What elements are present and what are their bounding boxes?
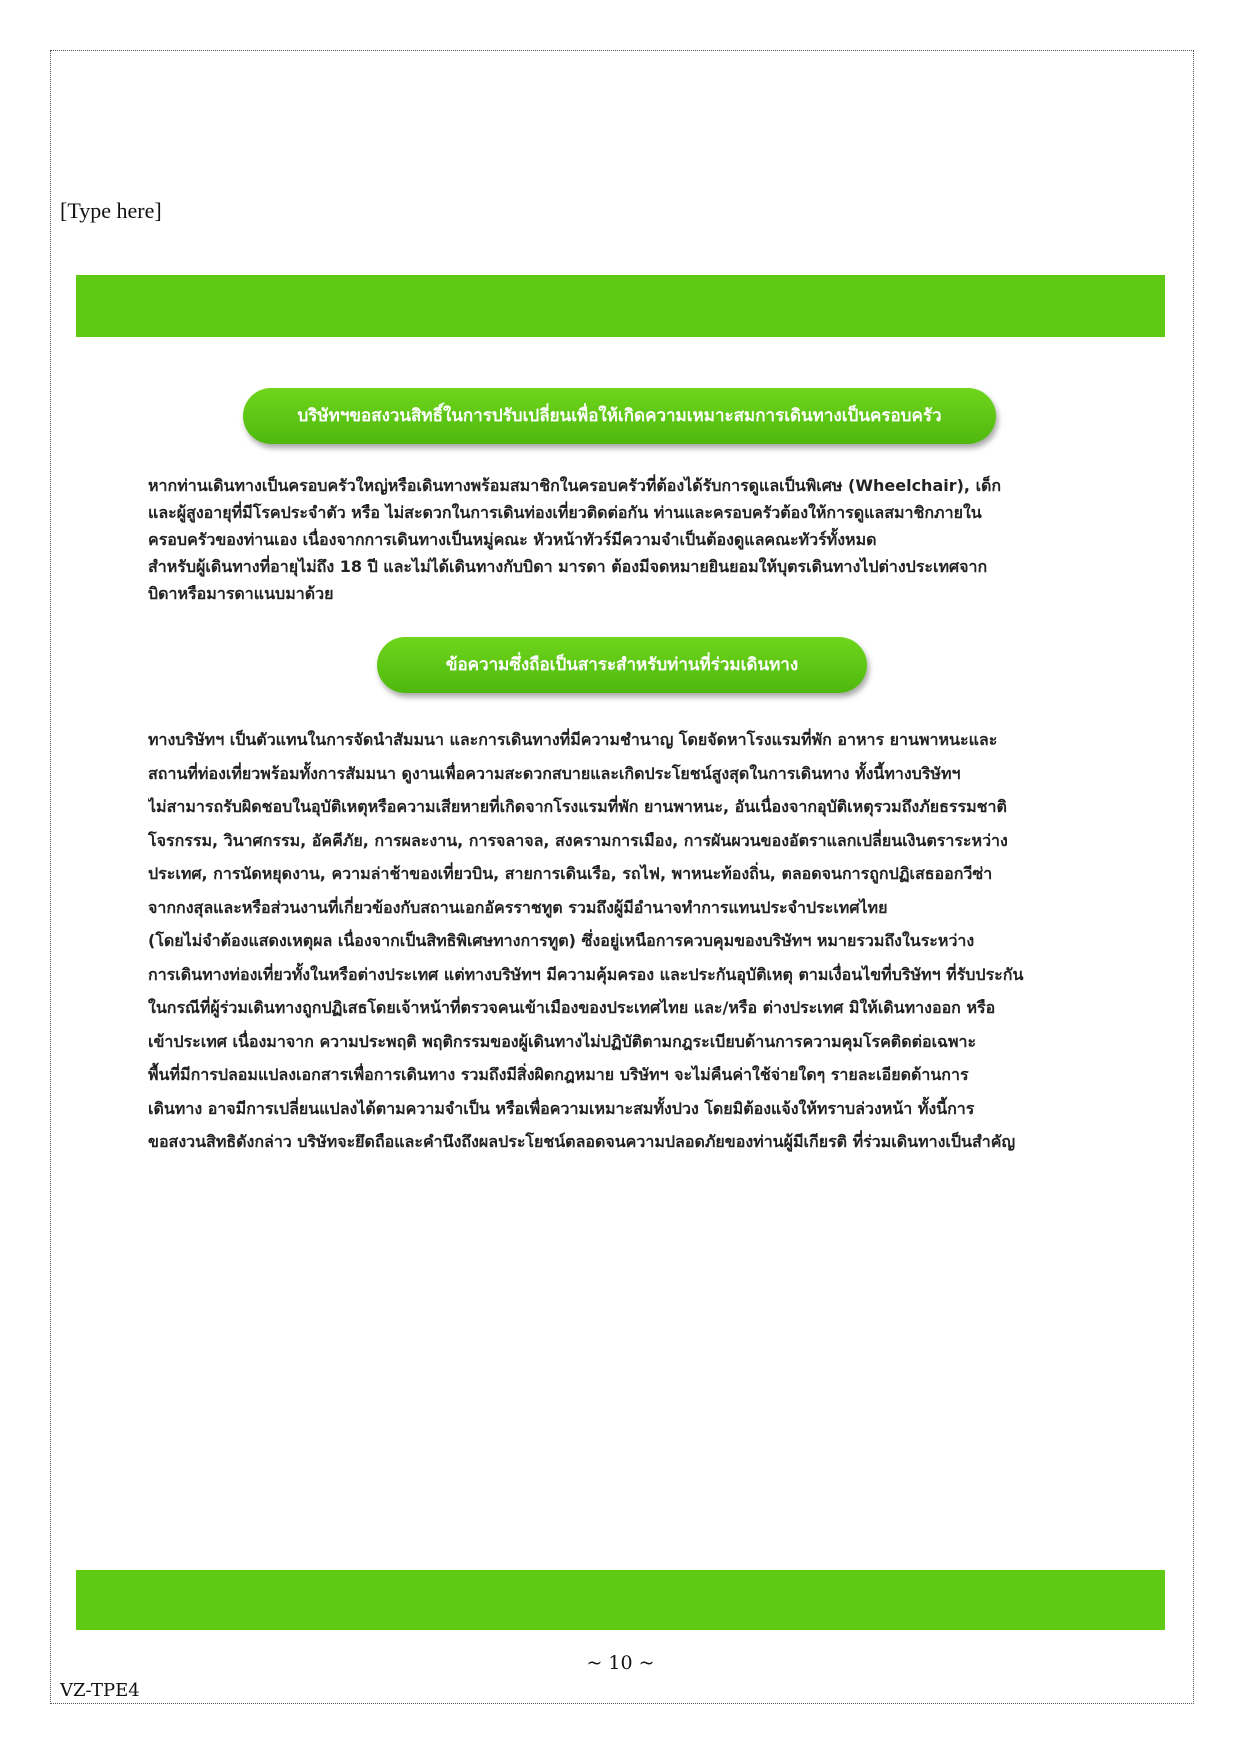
paragraph-line: ขอสงวนสิทธิดังกล่าว บริษัทจะยึดถือและคำนึงถึงผลประโยชน์ตลอดจนความปลอดภัยของท่านผู้มีเกียรติ ที่ร่วมเดินทางเป็นสำคัญ [148, 1132, 1016, 1151]
header-placeholder[interactable]: [Type here] [60, 198, 162, 223]
section-heading-important-notice: ข้อความซึ่งถือเป็นสาระสำหรับท่านที่ร่วมเดินทาง [377, 637, 867, 693]
paragraph-line: การเดินทางท่องเที่ยวทั้งในหรือต่างประเทศ แต่ทางบริษัทฯ มีความคุ้มครอง และประกันอุบัติเหตุ ตามเงื่อนไขที่บริษัทฯ ที่รับประกัน [148, 964, 1024, 984]
paragraph-line: เดินทาง อาจมีการเปลี่ยนแปลงได้ตามความจำเป็น หรือเพื่อความเหมาะสมทั้งปวง โดยมิต้องแจ้งให้ทราบล่วงหน้า ทั้งนี้การ [148, 1098, 975, 1118]
paragraph-line: ในกรณีที่ผู้ร่วมเดินทางถูกปฏิเสธโดยเจ้าหน้าที่ตรวจคนเข้าเมืองของประเทศไทย และ/หรือ ต่างประเทศ มิให้เดินทางออก หรือ [148, 998, 996, 1017]
paragraph-line: จากกงสุลและหรือส่วนงานที่เกี่ยวข้องกับสถานเอกอัครราชทูต รวมถึงผู้มีอำนาจทำการแทนประจำประเทศไทย [148, 897, 888, 917]
paragraph-line: ทางบริษัทฯ เป็นตัวแทนในการจัดนำสัมมนา และการเดินทางที่มีความชำนาญ โดยจัดหาโรงแรมที่พัก อาหาร ยานพาหนะและ [148, 730, 998, 749]
document-code: VZ-TPE4 [60, 1680, 140, 1701]
page-number: ~ 10 ~ [586, 1652, 655, 1674]
section-heading-rights-reserved: บริษัทฯขอสงวนสิทธิ์ในการปรับเปลี่ยนเพื่อให้เกิดความเหมาะสมการเดินทางเป็นครอบครัว [243, 388, 996, 444]
paragraph-line: เข้าประเทศ เนื่องมาจาก ความประพฤติ พฤติกรรมของผู้เดินทางไม่ปฏิบัติตามกฎระเบียบด้านการความคุมโรคติดต่อเฉพาะ [148, 1031, 977, 1051]
paragraph-line: บิดาหรือมารดาแนบมาด้วย [148, 584, 334, 603]
paragraph-line: ไม่สามารถรับผิดชอบในอุบัติเหตุหรือความเสียหายที่เกิดจากโรงแรมที่พัก ยานพาหนะ, อันเนื่องจากอุบัติเหตุรวมถึงภัยธรรมชาติ [148, 797, 1007, 816]
top-green-banner [76, 275, 1165, 337]
terms-paragraph [148, 723, 1094, 1159]
paragraph-line: โจรกรรม, วินาศกรรม, อัคคีภัย, การผละงาน, การจลาจล, สงครามการเมือง, การผันผวนของอัตราแลกเปลี่ยนเงินตราระหว่าง [148, 830, 1008, 850]
paragraph-line: พื้นที่มีการปลอมแปลงเอกสารเพื่อการเดินทาง รวมถึงมีสิ่งผิดกฎหมาย บริษัทฯ จะไม่คืนค่าใช้จ่ายใดๆ รายละเอียดด้านการ [148, 1065, 969, 1084]
paragraph-line: สำหรับผู้เดินทางที่อายุไม่ถึง 18 ปี และไม่ได้เดินทางกับบิดา มารดา ต้องมีจดหมายยินยอมให้บุตรเดินทางไปต่างประเทศจาก [148, 557, 988, 576]
paragraph-line: ประเทศ, การนัดหยุดงาน, ความล่าช้าของเที่ยวบิน, สายการเดินเรือ, รถไฟ, พาหนะท้องถิ่น, ตลอดจนการถูกปฏิเสธออกวีซ่า [148, 864, 993, 883]
paragraph-line: (โดยไม่จำต้องแสดงเหตุผล เนื่องจากเป็นสิทธิพิเศษทางการทูต) ซึ่งอยู่เหนือการควบคุมของบริษัทฯ หมายรวมถึงในระหว่าง [148, 931, 975, 950]
paragraph-line: หากท่านเดินทางเป็นครอบครัวใหญ่หรือเดินทางพร้อมสมาชิกในครอบครัวที่ต้องได้รับการดูแลเป็นพิเศษ (Wheelchair), เด็ก [148, 476, 1002, 495]
paragraph-line: ครอบครัวของท่านเอง เนื่องจากการเดินทางเป็นหมู่คณะ หัวหน้าทัวร์มีความจำเป็นต้องดูแลคณะทัวร์ทั้งหมด [148, 530, 877, 549]
family-travel-paragraph [148, 472, 1094, 607]
paragraph-line: สถานที่ท่องเที่ยวพร้อมทั้งการสัมมนา ดูงานเพื่อความสะดวกสบายและเกิดประโยชน์สูงสุดในการเดินทาง ทั้งนี้ทางบริษัทฯ [148, 763, 961, 783]
paragraph-line: และผู้สูงอายุที่มีโรคประจำตัว หรือ ไม่สะดวกในการเดินท่องเที่ยวติดต่อกัน ท่านและครอบครัวต้องให้การดูแลสมาชิกภายใน [148, 503, 982, 522]
bottom-green-banner [76, 1570, 1165, 1630]
